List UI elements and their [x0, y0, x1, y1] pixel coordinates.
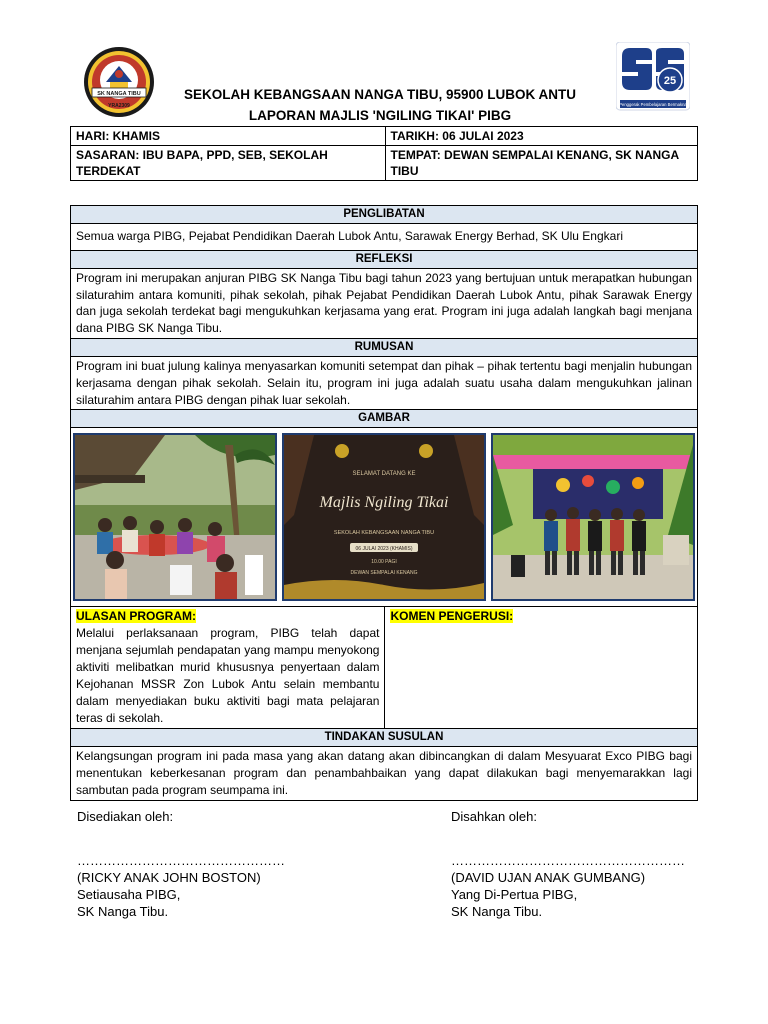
tindakan-text: Kelangsungan program ini pada masa yang akan datang akan dibincangkan di dalam Mesyuarat Exco PIBG bagi menentukan keberkesanan program dan penambahbaikan yang dapat dilakukan bagi menyemarakkan lagi sambutan pada program seumpama ini.	[71, 747, 698, 800]
svg-text:Penggerak Pembelajaran Bermakn: Penggerak Pembelajaran Bermakna	[619, 102, 687, 107]
report-table	[70, 205, 698, 801]
svg-text:SEKOLAH KEBANGSAAN NANGA TIBU: SEKOLAH KEBANGSAAN NANGA TIBU	[333, 530, 435, 537]
svg-text:25: 25	[663, 75, 677, 87]
penglibatan-heading: PENGLIBATAN	[71, 206, 698, 224]
photo-row	[71, 428, 698, 607]
svg-text:Majlis Ngiling Tikai: Majlis Ngiling Tikai	[319, 494, 449, 512]
date-cell: TARIKH: 06 JULAI 2023	[385, 127, 698, 146]
venue-cell: TEMPAT: DEWAN SEMPALAI KENANG, SK NANGA TIBU	[385, 146, 698, 181]
approved-name: (DAVID UJAN ANAK GUMBANG)	[451, 870, 646, 885]
approved-label: Disahkan oleh:	[451, 809, 537, 824]
rumusan-text: Program ini buat julung kalinya menyasarkan komuniti setempat dan pihak – pihak tertentu bagi menjalin hubungan kerjasama dengan pihak sekolah. Selain itu, program ini juga adalah suatu usaha dalam mengukuhkan jalinan silaturahim antara PIBG dengan pihak luar sekolah.	[71, 356, 698, 409]
komen-cell	[385, 607, 698, 729]
ulasan-heading: ULASAN PROGRAM:	[76, 609, 196, 624]
approved-role: Yang Di-Pertua PIBG,	[451, 887, 578, 902]
school-name: SEKOLAH KEBANGSAAN NANGA TIBU, 95900 LUBOK ANTU	[183, 87, 577, 102]
target-cell: SASARAN: IBU BAPA, PPD, SEB, SEKOLAH TERDEKAT	[71, 146, 386, 181]
photo-banner	[282, 433, 486, 601]
komen-heading: KOMEN PENGERUSI:	[390, 609, 514, 624]
ulasan-cell	[71, 607, 385, 729]
prepared-org: SK Nanga Tibu.	[77, 904, 169, 919]
rumusan-heading: RUMUSAN	[71, 338, 698, 356]
gambar-heading: GAMBAR	[71, 410, 698, 428]
photo-gathering	[73, 433, 277, 601]
svg-text:06 JULAI 2023 (KHAMIS): 06 JULAI 2023 (KHAMIS)	[355, 546, 413, 553]
ulasan-text: Melalui perlaksanaan program, PIBG telah dapat menjana sejumlah pendapatan yang mampu menyokong aktiviti melibatkan murid khususnya penyertaan dalam Kejohanan MSSR Zon Lubok Antu selain membantu dalam menyediakan buku aktiviti bagi mata pelajaran teras di sekolah.	[76, 626, 380, 726]
day-cell: HARI: KHAMIS	[71, 127, 386, 146]
approved-org: SK Nanga Tibu.	[451, 904, 543, 919]
svg-text:SELAMAT DATANG KE: SELAMAT DATANG KE	[352, 471, 416, 478]
svg-text:10.00 PAGI: 10.00 PAGI	[371, 559, 397, 566]
signature-approved	[451, 808, 685, 920]
svg-text:YRA2309: YRA2309	[108, 103, 130, 109]
photo-group	[491, 433, 695, 601]
refleksi-heading: REFLEKSI	[71, 250, 698, 268]
prepared-label: Disediakan oleh:	[77, 809, 174, 824]
prepared-signature-line: …………………………………………	[77, 853, 285, 868]
svg-text:DEWAN SEMPALAI KENANG: DEWAN SEMPALAI KENANG	[350, 570, 418, 577]
info-table	[70, 126, 698, 181]
tindakan-heading: TINDAKAN SUSULAN	[71, 729, 698, 747]
signature-prepared	[77, 808, 285, 920]
refleksi-text: Program ini merupakan anjuran PIBG SK Nanga Tibu bagi tahun 2023 yang bertujuan untuk merapatkan hubungan silaturahim antara komuniti, pihak sekolah, pihak Pejabat Pendidikan Daerah Lubok Antu, pihak Sarawak Energy dan juga sekolah terdekat bagi mengukuhkan kerjasama yang erat. Program ini juga adalah langkah bagi menjana dana PIBG SK Nanga Tibu.	[71, 268, 698, 338]
report-title: LAPORAN MAJLIS 'NGILING TIKAI' PIBG	[248, 108, 512, 123]
prepared-role: Setiausaha PIBG,	[77, 887, 181, 902]
transformation-logo-icon	[616, 42, 690, 122]
svg-text:SK NANGA TIBU: SK NANGA TIBU	[97, 91, 141, 97]
prepared-name: (RICKY ANAK JOHN BOSTON)	[77, 870, 261, 885]
penglibatan-text: Semua warga PIBG, Pejabat Pendidikan Daerah Lubok Antu, Sarawak Energy Berhad, SK Ulu Engkari	[71, 224, 698, 251]
approved-signature-line: ………………………………………………	[451, 853, 685, 868]
